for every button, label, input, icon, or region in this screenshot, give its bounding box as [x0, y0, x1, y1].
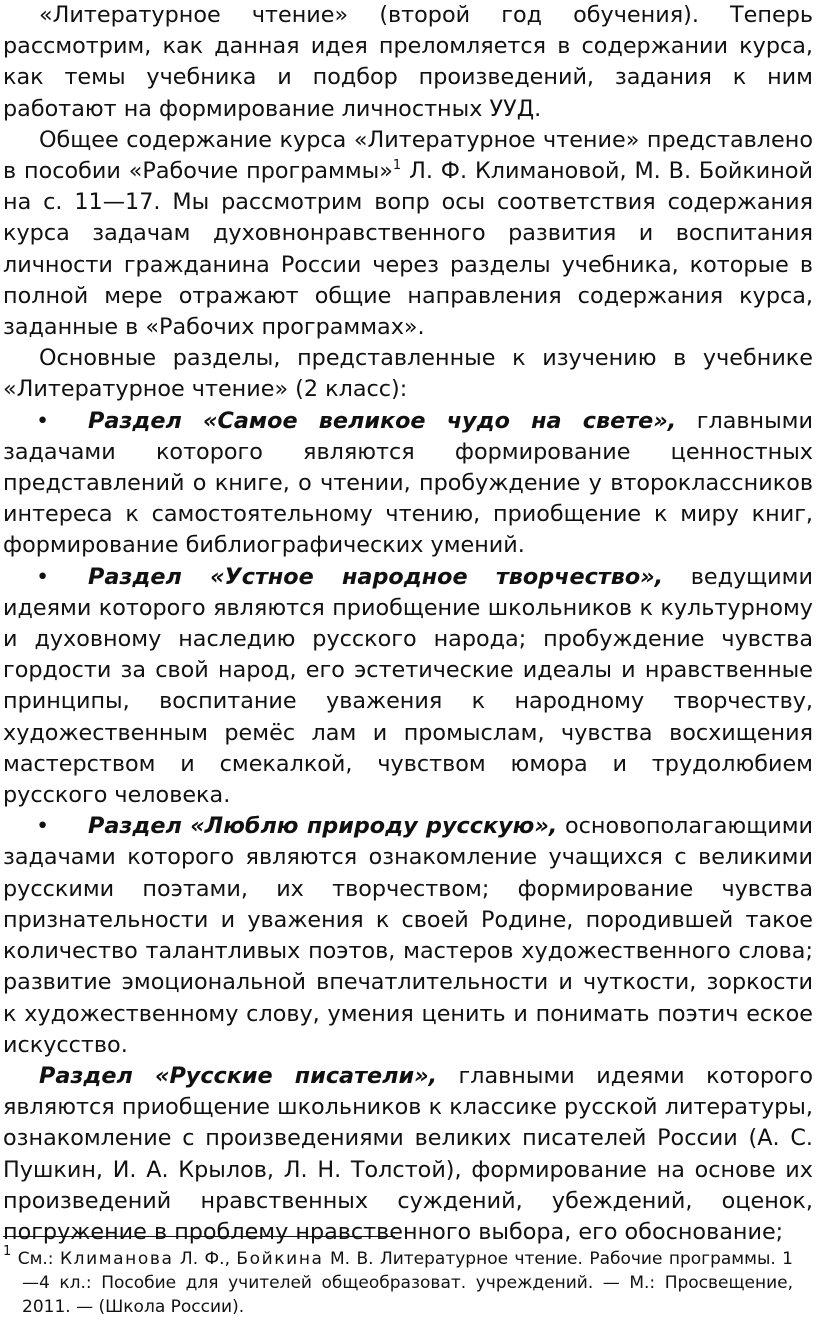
- footnote-author-1-initials: Л. Ф.,: [173, 1249, 237, 1269]
- section-title: Раздел «Люблю природу русскую»,: [88, 813, 558, 840]
- sections-intro-paragraph: Основные разделы, представленные к изучению в учебнике «Литературное чтение» (2 класс):: [3, 345, 813, 403]
- section-item: [3, 406, 813, 562]
- document-page: [3, 0, 813, 1248]
- footnote-citation: М. В. Литературное чтение. Рабочие программы. 1—4 кл.: Пособие для учителей общеобразоват. учреждений. — М.: Просвещение, 2011. — (Школа России).: [22, 1249, 793, 1317]
- section-description: главными задачами которого являются формирование ценностных представлений о книге, о чтении, пробуждение у второклассников интереса к самостоятельному чтению, приобщение к миру книг, формирование библиографических умений.: [3, 407, 813, 559]
- section-item: [3, 811, 813, 1061]
- bullet-marker: •: [36, 813, 50, 840]
- footnote-reference[interactable]: 1: [392, 158, 402, 174]
- footnote-author-1: Климанова: [59, 1249, 174, 1269]
- bullet-marker: •: [36, 563, 50, 590]
- section-title: Раздел «Устное народное творчество»,: [88, 563, 664, 590]
- course-content-text-after: Л. Ф. Климановой, М. В. Бойкиной на с. 11—17. Мы рассмотрим вопр осы соответствия содержания курса задачам духовнонравственного развития и воспитания личности гражданина России через разделы учебника, которые в полной мере отражают общие направления содержания курса, заданные в «Рабочих программах».: [3, 158, 813, 341]
- section-item-russian-writers: [3, 1061, 813, 1248]
- intro-paragraph: «Литературное чтение» (второй год обучения). Теперь рассмотрим, как данная идея преломляется в содержании курса, как темы учебника и подбор произведений, задания к ним работают на формирование личностных УУД.: [3, 2, 813, 122]
- footnote-prefix: См.:: [11, 1249, 60, 1269]
- section-description: ведущими идеями которого являются приобщение школьников к культурному и духовному наследию русского народа; пробуждение чувства гордости за свой народ, его эстетические идеалы и нравственные принципы, воспитание уважения к народному творчеству, художественным ремёс лам и промыслам, чувства восхищения мастерством и смекалкой, чувством юмора и трудолюбием русского человека.: [3, 563, 813, 809]
- section-title: Раздел «Самое великое чудо на свете»,: [88, 407, 677, 434]
- footnote-body: [3, 1244, 793, 1319]
- footnote-mark: 1: [3, 1244, 12, 1259]
- section-title: Раздел «Русские писатели»,: [39, 1062, 438, 1089]
- course-content-paragraph: [3, 125, 813, 343]
- section-item: [3, 562, 813, 812]
- footnote: [3, 1244, 793, 1319]
- section-description: основополагающими задачами которого являются ознакомление учащихся с великими русскими поэтами, их творчеством; формирование чувства признательности и уважения к своей Родине, породившей такое количество талантливых поэтов, мастеров художественного слова; развитие эмоциональной впечатлительности и чуткости, зоркости к художественному слову, умения ценить и понимать поэтич еское искусство.: [3, 813, 814, 1058]
- bullet-marker: •: [36, 407, 50, 434]
- footnote-divider: [3, 1236, 395, 1237]
- course-content-text-before: Общее содержание курса «Литературное чтение» представлено в пособии «Рабочие программы»: [3, 126, 813, 185]
- section-description: главными идеями которого являются приобщение школьников к классике русской литературы, ознакомление с произведениями великих писателей России (А. С. Пушкин, И. А. Крылов, Л. Н. Толстой), формирование на основе их произведений нравственных суждений, убеждений, оценок, погружение в проблему нравственного выбора, его обоснование;: [3, 1062, 813, 1245]
- footnote-author-2: Бойкина: [236, 1249, 324, 1269]
